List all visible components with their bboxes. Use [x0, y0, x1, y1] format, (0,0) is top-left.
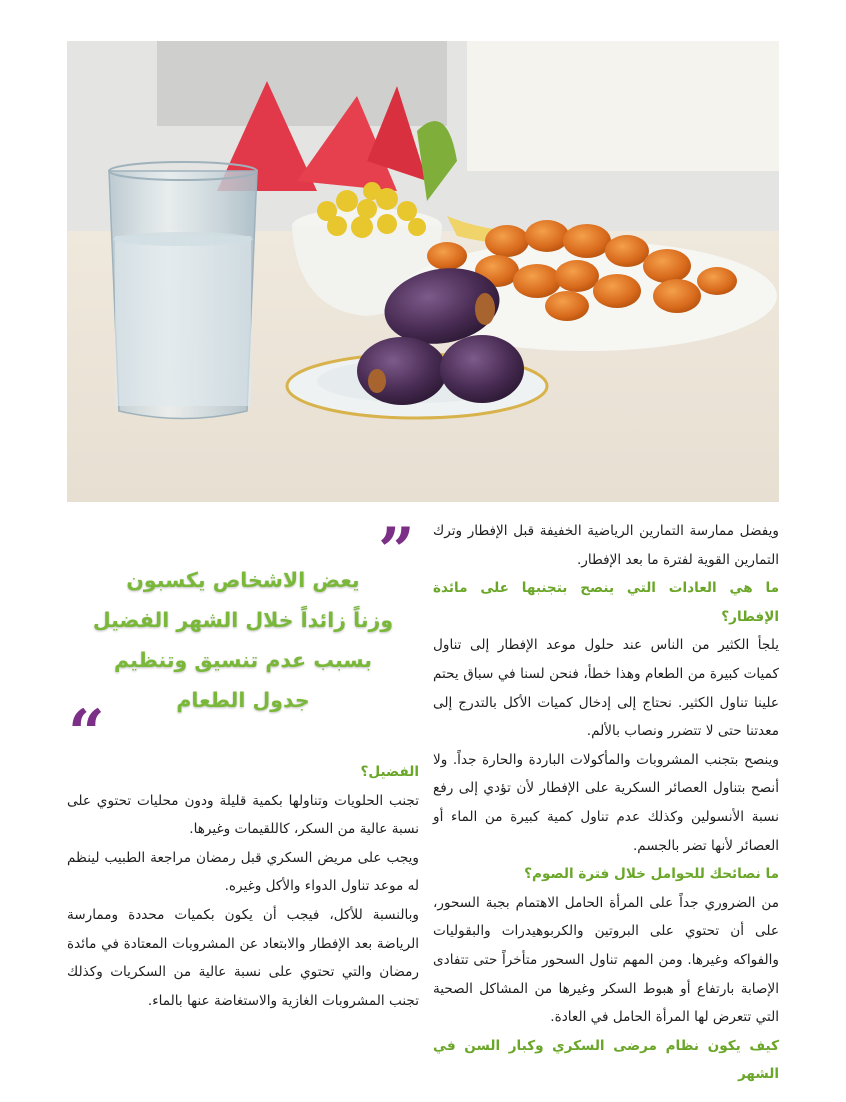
- paragraph-drinks: وينصح بتجنب المشروبات والمأكولات الباردة والحارة جداً. ولا أنصح بتناول العصائر السكرية على الإفطار لأن تؤدي إلى رفع نسبة الأنسولين وكذلك عدم تناول كمية كبيرة من الماء أو العصائر لأنها تضر بالجسم.: [433, 751, 779, 854]
- pull-quote-line: بسبب عدم تنسيق وتنظيم: [114, 648, 372, 672]
- question-diabetics-heading: كيف يكون نظام مرضى السكري وكبار السن في الشهر: [433, 1037, 779, 1083]
- paragraph-sweets: تجنب الحلويات وتناولها بكمية قليلة ودون محليات تحتوي على نسبة عالية من السكر، كاللقيمات وغيرها.: [67, 792, 419, 838]
- hero-photo: [67, 41, 779, 502]
- pull-quote: [67, 560, 419, 720]
- pull-quote-line: وزناً زائداً خلال الشهر الفضيل: [92, 608, 394, 632]
- paragraph-habits: يلجأ الكثير من الناس عند حلول موعد الإفطار إلى تناول كميات كبيرة من الطعام وهذا خطأ، فنحن لسنا في سباق يحتم علينا تناول الكثير. نحتاج إلى إدخال كميات الأكل بالتدرج إلى معدتنا حتى لا تتضرر ونصاب بالألم.: [433, 637, 779, 740]
- paragraph-doctor: ويجب على مريض السكري قبل رمضان مراجعة الطبيب لينظم له موعد تناول الدواء والأكل وغيره.: [67, 849, 419, 895]
- paragraph-food-quantity: وبالنسبة للأكل، فيجب أن يكون بكميات محددة وممارسة الرياضة بعد الإفطار والابتعاد عن المشروبات المعتادة في مائدة رمضان والتي تحتوي على نسبة عالية من السكريات وكذلك تجنب المشروبات الغازية والاستغاضة عنها بالماء.: [67, 906, 419, 1009]
- question-diabetics-heading-cont: الفضيل؟: [360, 764, 419, 780]
- pull-quote-line: يعض الاشخاص يكسبون: [126, 568, 360, 592]
- question-pregnant-heading: ما نصائحك للحوامل خلال فترة الصوم؟: [524, 866, 779, 883]
- article-column-right: [433, 517, 779, 1089]
- paragraph-exercise: ويفضل ممارسة التمارين الرياضية الخفيفة قبل الإفطار وترك التمارين القوية لفترة ما بعد الإفطار.: [433, 523, 779, 568]
- dates-and-water-illustration: [67, 41, 779, 502]
- pull-quote-close-mark: “: [68, 696, 105, 771]
- article-column-left: [67, 758, 419, 1015]
- paragraph-pregnant: من الضروري جداً على المرأة الحامل الاهتمام بجبة السحور، على أن تحتوي على البروتين والكربوهيدرات والبقوليات والفواكه وغيرها. ومن المهم تناول السحور متأخراً حتى تتفادى الإصابة بارتفاع أو هبوط السكر وغيرها من المشاكل الصحية التي تتعرض لها المرأة الحامل في العادة.: [433, 894, 779, 1026]
- question-habits-heading: ما هي العادات التي ينصح بتجنبها على مائدة الإفطار؟: [433, 580, 779, 625]
- pull-quote-open-mark: ”: [378, 514, 415, 589]
- pull-quote-line: جدول الطعام: [176, 688, 310, 712]
